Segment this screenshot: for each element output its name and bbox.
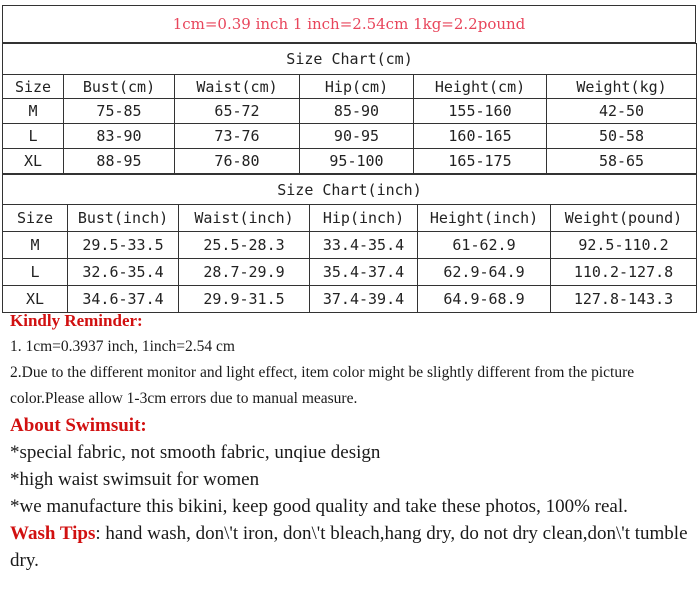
inch-header-hip: Hip(inch) [310,205,418,232]
cm-cell: 83-90 [64,124,175,149]
inch-cell: 62.9-64.9 [418,259,551,286]
about-item-3: *we manufacture this bikini, keep good quality and take these photos, 100% real. [10,496,628,517]
inch-cell: 29.5-33.5 [68,232,179,259]
cm-header-bust: Bust(cm) [64,75,175,99]
inch-cell: 33.4-35.4 [310,232,418,259]
conversion-table [2,5,696,43]
cm-cell: 50-58 [547,124,697,149]
size-chart [2,5,696,313]
inch-header-height: Height(inch) [418,205,551,232]
cm-header-size: Size [3,75,64,99]
about-heading: About Swimsuit: [10,415,147,436]
size-chart-inch [2,174,697,313]
cm-cell: 160-165 [414,124,547,149]
conversion-text: 1cm=0.39 inch 1 inch=2.54cm 1kg=2.2pound [3,6,696,43]
table-row [3,149,697,174]
cm-cell: 85-90 [300,99,414,124]
cm-cell: 58-65 [547,149,697,174]
inch-cell: 35.4-37.4 [310,259,418,286]
wash-tips [10,520,694,547]
cm-chart-title: Size Chart(cm) [3,44,697,75]
cm-header-hip: Hip(cm) [300,75,414,99]
inch-header-bust: Bust(inch) [68,205,179,232]
cm-header-waist: Waist(cm) [175,75,300,99]
inch-header-weight: Weight(pound) [551,205,697,232]
reminder-line-2: 2.Due to the different monitor and light effect, item color might be slightly different from the picture [10,364,635,381]
inch-cell: 34.6-37.4 [68,286,179,313]
inch-cell: L [3,259,68,286]
about-item-2: *high waist swimsuit for women [10,469,260,490]
inch-cell: 25.5-28.3 [179,232,310,259]
table-row [3,124,697,149]
cm-cell: 90-95 [300,124,414,149]
inch-cell: 37.4-39.4 [310,286,418,313]
inch-cell: XL [3,286,68,313]
cm-cell: 65-72 [175,99,300,124]
wash-text: : hand wash, don\'t iron, don\'t bleach,hang dry, do not dry clean,don\'t tumble [95,523,688,544]
cm-cell: XL [3,149,64,174]
cm-cell: 95-100 [300,149,414,174]
inch-cell: 92.5-110.2 [551,232,697,259]
cm-cell: 88-95 [64,149,175,174]
product-notes [10,308,694,574]
inch-cell: 110.2-127.8 [551,259,697,286]
wash-text-cont: dry. [10,550,39,571]
cm-cell: 155-160 [414,99,547,124]
reminder-line-1: 1. 1cm=0.3937 inch, 1inch=2.54 cm [10,338,235,355]
cm-cell: 75-85 [64,99,175,124]
reminder-heading: Kindly Reminder: [10,311,143,330]
inch-cell: 61-62.9 [418,232,551,259]
cm-cell: M [3,99,64,124]
cm-header-weight: Weight(kg) [547,75,697,99]
cm-cell: 42-50 [547,99,697,124]
cm-cell: L [3,124,64,149]
cm-cell: 165-175 [414,149,547,174]
inch-cell: 64.9-68.9 [418,286,551,313]
size-chart-cm [2,43,697,174]
inch-cell: 28.7-29.9 [179,259,310,286]
wash-heading: Wash Tips [10,523,96,544]
inch-cell: 29.9-31.5 [179,286,310,313]
inch-cell: 32.6-35.4 [68,259,179,286]
inch-header-size: Size [3,205,68,232]
reminder-line-3: color.Please allow 1-3cm errors due to manual measure. [10,390,358,407]
table-row [3,99,697,124]
inch-cell: M [3,232,68,259]
table-row [3,232,697,259]
inch-cell: 127.8-143.3 [551,286,697,313]
inch-header-waist: Waist(inch) [179,205,310,232]
cm-cell: 73-76 [175,124,300,149]
cm-header-height: Height(cm) [414,75,547,99]
inch-chart-title: Size Chart(inch) [3,175,697,205]
cm-cell: 76-80 [175,149,300,174]
table-row [3,259,697,286]
about-item-1: *special fabric, not smooth fabric, unqiue design [10,442,381,463]
